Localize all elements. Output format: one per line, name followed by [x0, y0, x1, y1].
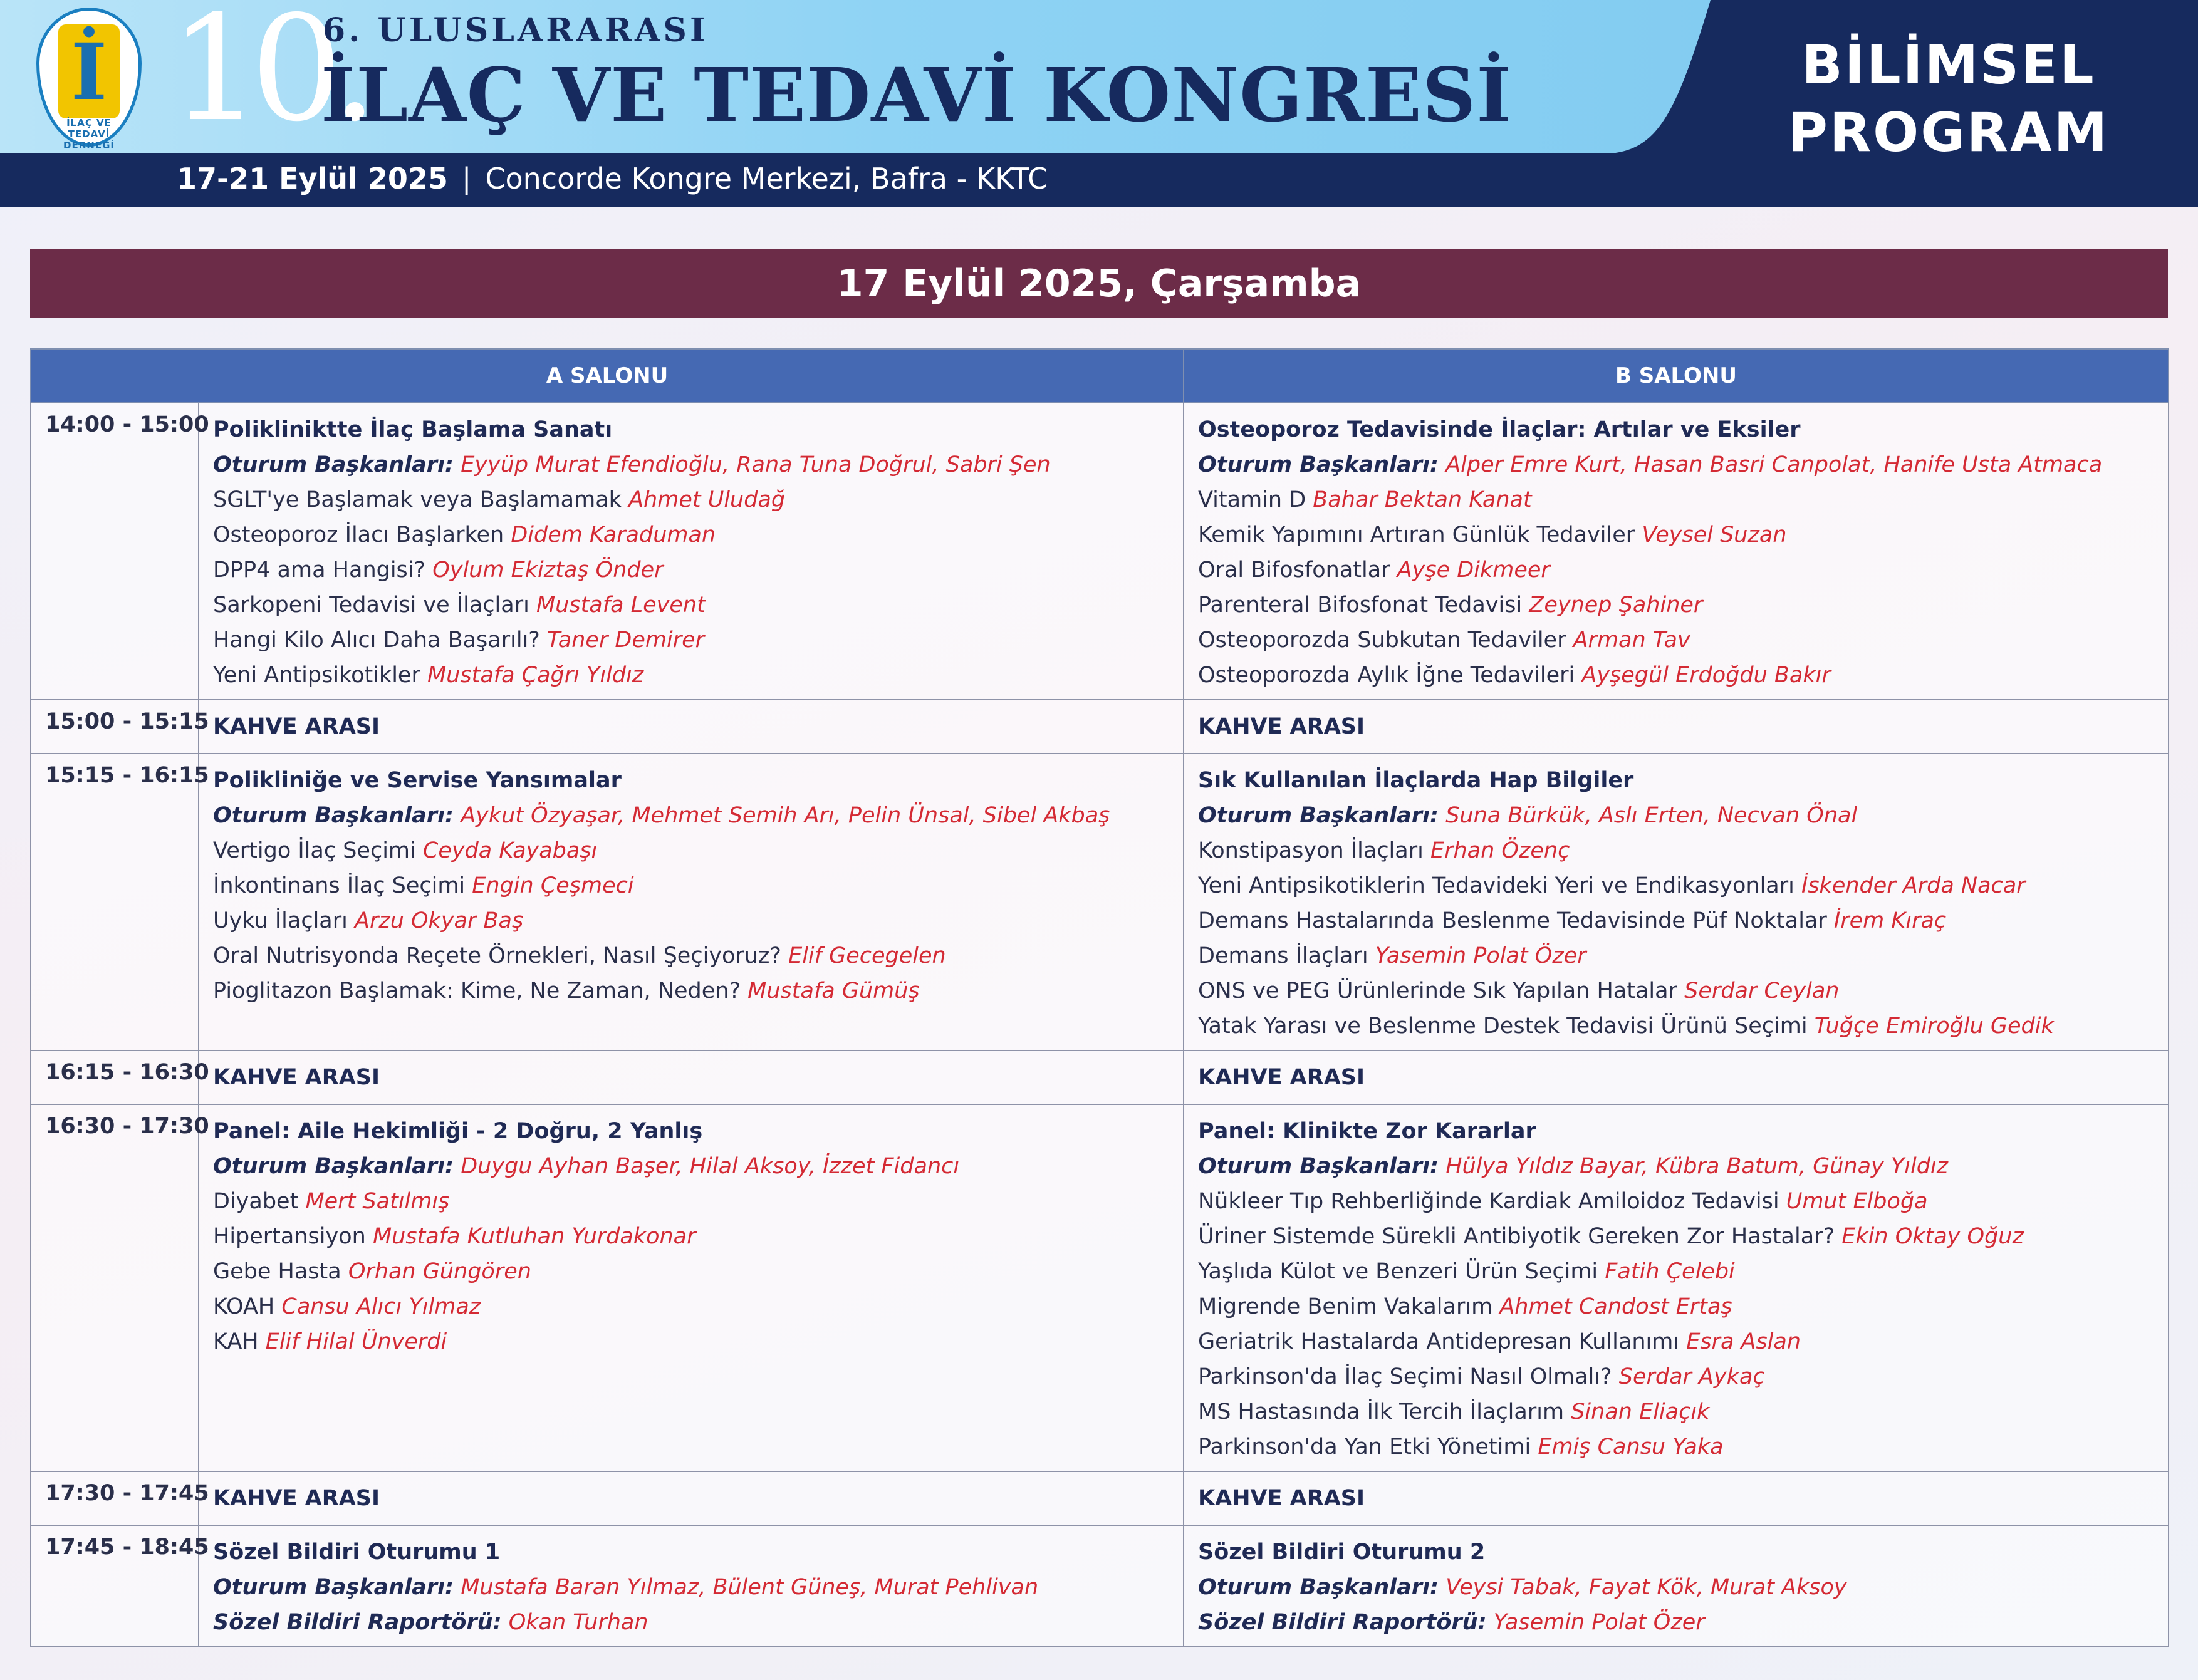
- time-slot: 17:45 - 18:45: [31, 1525, 199, 1647]
- reporter-label: Sözel Bildiri Raportörü:: [213, 1610, 502, 1635]
- talk-title: SGLT'ye Başlamak veya Başlamamak: [213, 487, 622, 512]
- talk-item: [213, 868, 1169, 903]
- talk-item: [213, 1184, 1169, 1219]
- session-chairs-line: [213, 1149, 1169, 1184]
- talk-title: Vitamin D: [1198, 487, 1306, 512]
- chairs-label: Oturum Başkanları:: [213, 803, 454, 828]
- chairs-names: Duygu Ayhan Başer, Hilal Aksoy, İzzet Fidancı: [461, 1154, 960, 1179]
- talk-title: Hangi Kilo Alıcı Daha Başarılı?: [213, 628, 540, 653]
- talk-item: [213, 973, 1169, 1009]
- association-logo: [36, 8, 142, 151]
- talk-item: [1198, 1219, 2154, 1254]
- logo-ring-text: İLAÇ VE TEDAVİ DERNEĞİ: [63, 117, 115, 151]
- talk-item: [1198, 1394, 2154, 1429]
- talk-item: [1198, 833, 2154, 868]
- reporter-name: Yasemin Polat Özer: [1493, 1610, 1705, 1635]
- talk-speaker: Emiş Cansu Yaka: [1538, 1434, 1724, 1460]
- program-table: [30, 348, 2169, 1647]
- talk-title: Üriner Sistemde Sürekli Antibiyotik Gereken Zor Hastalar?: [1198, 1224, 1835, 1249]
- session-title: Polikliniktte İlaç Başlama Sanatı: [213, 417, 613, 442]
- session-cell-a: [199, 1525, 1184, 1647]
- chairs-names: Eyyüp Murat Efendioğlu, Rana Tuna Doğrul, Sabri Şen: [461, 452, 1051, 477]
- talk-title: KAH: [213, 1329, 259, 1354]
- talk-title: Konstipasyon İlaçları: [1198, 838, 1424, 863]
- session-chairs-line: [1198, 1149, 2154, 1184]
- talk-speaker: Erhan Özenç: [1430, 838, 1570, 863]
- talk-item: [1198, 1359, 2154, 1394]
- chairs-names: Mustafa Baran Yılmaz, Bülent Güneş, Murat Pehlivan: [461, 1575, 1039, 1600]
- talk-speaker: İskender Arda Nacar: [1801, 873, 2026, 898]
- chairs-names: Aykut Özyaşar, Mehmet Semih Arı, Pelin Ünsal, Sibel Akbaş: [461, 803, 1110, 828]
- congress-subtitle: 6. ULUSLARARASI: [323, 11, 709, 49]
- talk-item: [213, 833, 1169, 868]
- talk-speaker: Ayşegül Erdoğdu Bakır: [1581, 663, 1831, 688]
- session-row: [31, 1525, 2169, 1647]
- talk-item: [1198, 868, 2154, 903]
- coffee-break-label: KAHVE ARASI: [1198, 714, 1365, 739]
- session-chairs-line: [213, 447, 1169, 482]
- chairs-label: Oturum Başkanları:: [213, 1575, 454, 1600]
- session-cell-a: [199, 1104, 1184, 1471]
- session-chairs-line: [1198, 798, 2154, 833]
- talk-item: [1198, 517, 2154, 552]
- talk-speaker: Arman Tav: [1573, 628, 1690, 653]
- coffee-break-row: [31, 1471, 2169, 1525]
- session-title: Sözel Bildiri Oturumu 1: [213, 1540, 501, 1565]
- chairs-label: Oturum Başkanları:: [213, 452, 454, 477]
- session-cell-b: [1184, 754, 2169, 1050]
- talk-speaker: Tuğçe Emiroğlu Gedik: [1814, 1014, 2054, 1039]
- talk-title: Osteoporozda Subkutan Tedaviler: [1198, 628, 1566, 653]
- talk-title: Vertigo İlaç Seçimi: [213, 838, 416, 863]
- talk-title: Osteoporozda Aylık İğne Tedavileri: [1198, 663, 1575, 688]
- session-cell-a: [199, 754, 1184, 1050]
- talk-item: [213, 552, 1169, 588]
- talk-speaker: Yasemin Polat Özer: [1375, 943, 1586, 968]
- hall-b-header: B SALONU: [1184, 349, 2169, 403]
- chairs-names: Hülya Yıldız Bayar, Kübra Batum, Günay Yıldız: [1445, 1154, 1949, 1179]
- talk-item: [1198, 1429, 2154, 1465]
- talk-item: [1198, 552, 2154, 588]
- break-cell-a: [199, 1471, 1184, 1525]
- session-title: Panel: Klinikte Zor Kararlar: [1198, 1119, 1536, 1144]
- hall-header-row: [31, 349, 2169, 403]
- talk-speaker: Mustafa Gümüş: [747, 978, 920, 1003]
- day-heading: 17 Eylül 2025, Çarşamba: [30, 249, 2168, 318]
- time-slot: 14:00 - 15:00: [31, 403, 199, 700]
- time-slot: 15:15 - 16:15: [31, 754, 199, 1050]
- chairs-names: Veysi Tabak, Fayat Kök, Murat Aksoy: [1445, 1575, 1847, 1600]
- talk-title: Yeni Antipsikotiklerin Tedavideki Yeri ve Endikasyonları: [1198, 873, 1794, 898]
- talk-item: [1198, 903, 2154, 938]
- break-cell-b: [1184, 700, 2169, 754]
- talk-title: ONS ve PEG Ürünlerinde Sık Yapılan Hatalar: [1198, 978, 1677, 1003]
- talk-speaker: İrem Kıraç: [1833, 908, 1947, 933]
- talk-item: [213, 623, 1169, 658]
- talk-item: [213, 658, 1169, 693]
- talk-item: [1198, 588, 2154, 623]
- logo-letter: İ: [70, 27, 107, 118]
- coffee-break-label: KAHVE ARASI: [213, 1065, 380, 1090]
- coffee-break-label: KAHVE ARASI: [1198, 1065, 1365, 1090]
- talk-speaker: Elif Hilal Ünverdi: [265, 1329, 447, 1354]
- talk-title: Hipertansiyon: [213, 1224, 366, 1249]
- talk-title: Demans İlaçları: [1198, 943, 1368, 968]
- hall-a-header: A SALONU: [31, 349, 1184, 403]
- talk-title: DPP4 ama Hangisi?: [213, 557, 426, 583]
- chairs-label: Oturum Başkanları:: [1198, 1575, 1439, 1600]
- coffee-break-label: KAHVE ARASI: [213, 1486, 380, 1511]
- talk-speaker: Sinan Eliaçık: [1571, 1399, 1710, 1424]
- session-row: [31, 1104, 2169, 1471]
- talk-item: [1198, 1184, 2154, 1219]
- talk-title: Pioglitazon Başlamak: Kime, Ne Zaman, Neden?: [213, 978, 741, 1003]
- talk-item: [213, 903, 1169, 938]
- talk-speaker: Elif Gecegelen: [788, 943, 946, 968]
- chairs-label: Oturum Başkanları:: [1198, 803, 1439, 828]
- congress-venue: Concorde Kongre Merkezi, Bafra - KKTC: [485, 162, 1048, 195]
- talk-speaker: Ceyda Kayabaşı: [422, 838, 598, 863]
- session-cell-a: [199, 403, 1184, 700]
- talk-title: Parkinson'da Yan Etki Yönetimi: [1198, 1434, 1531, 1460]
- talk-speaker: Serdar Ceylan: [1684, 978, 1840, 1003]
- talk-item: [1198, 658, 2154, 693]
- chairs-names: Suna Bürkük, Aslı Erten, Necvan Önal: [1445, 803, 1858, 828]
- talk-speaker: Ahmet Candost Ertaş: [1499, 1294, 1732, 1319]
- session-title: Sözel Bildiri Oturumu 2: [1198, 1540, 1486, 1565]
- talk-speaker: Engin Çeşmeci: [472, 873, 634, 898]
- congress-title: İLAÇ VE TEDAVİ KONGRESİ: [321, 51, 1512, 138]
- coffee-break-label: KAHVE ARASI: [1198, 1486, 1365, 1511]
- program-title-line1: BİLİMSEL: [1801, 34, 2096, 96]
- talk-title: Sarkopeni Tedavisi ve İlaçları: [213, 593, 529, 618]
- talk-speaker: Umut Elboğa: [1786, 1189, 1928, 1214]
- session-cell-b: [1184, 403, 2169, 700]
- time-slot: 16:15 - 16:30: [31, 1050, 199, 1104]
- talk-title: Migrende Benim Vakalarım: [1198, 1294, 1493, 1319]
- coffee-break-label: KAHVE ARASI: [213, 714, 380, 739]
- talk-speaker: Ekin Oktay Oğuz: [1841, 1224, 2024, 1249]
- chairs-names: Alper Emre Kurt, Hasan Basri Canpolat, Hanife Usta Atmaca: [1445, 452, 2103, 477]
- coffee-break-row: [31, 700, 2169, 754]
- session-title: Polikliniğe ve Servise Yansımalar: [213, 768, 622, 793]
- time-slot: 15:00 - 15:15: [31, 700, 199, 754]
- talk-title: Parenteral Bifosfonat Tedavisi: [1198, 593, 1523, 618]
- time-slot: 17:30 - 17:45: [31, 1471, 199, 1525]
- congress-header: [0, 0, 2198, 207]
- session-chairs-line: [1198, 447, 2154, 482]
- talk-speaker: Esra Aslan: [1686, 1329, 1801, 1354]
- program-title: [1754, 31, 2143, 167]
- session-row: [31, 754, 2169, 1050]
- talk-speaker: Cansu Alıcı Yılmaz: [281, 1294, 481, 1319]
- session-title: Sık Kullanılan İlaçlarda Hap Bilgiler: [1198, 768, 1634, 793]
- talk-speaker: Mustafa Levent: [536, 593, 706, 618]
- program-title-line2: PROGRAM: [1788, 101, 2110, 164]
- session-chairs-line: [213, 1570, 1169, 1605]
- talk-speaker: Mustafa Kutluhan Yurdakonar: [372, 1224, 696, 1249]
- talk-speaker: Veysel Suzan: [1642, 522, 1787, 547]
- congress-dates: 17-21 Eylül 2025: [177, 162, 448, 195]
- talk-item: [1198, 1324, 2154, 1359]
- talk-speaker: Mustafa Çağrı Yıldız: [427, 663, 644, 688]
- talk-speaker: Zeynep Şahiner: [1529, 593, 1703, 618]
- talk-item: [213, 938, 1169, 973]
- talk-speaker: Bahar Bektan Kanat: [1313, 487, 1532, 512]
- edition-number: 10.: [169, 0, 367, 153]
- talk-title: Yatak Yarası ve Beslenme Destek Tedavisi Ürünü Seçimi: [1198, 1014, 1808, 1039]
- talk-item: [1198, 1009, 2154, 1044]
- talk-item: [213, 1289, 1169, 1324]
- talk-speaker: Didem Karaduman: [511, 522, 716, 547]
- talk-item: [1198, 938, 2154, 973]
- talk-item: [213, 1219, 1169, 1254]
- talk-speaker: Fatih Çelebi: [1605, 1259, 1735, 1284]
- chairs-label: Oturum Başkanları:: [1198, 452, 1439, 477]
- session-title: Osteoporoz Tedavisinde İlaçlar: Artılar ve Eksiler: [1198, 417, 1801, 442]
- date-venue-separator: |: [461, 162, 472, 195]
- talk-speaker: Serdar Aykaç: [1618, 1364, 1765, 1389]
- talk-item: [213, 1324, 1169, 1359]
- session-cell-b: [1184, 1104, 2169, 1471]
- talk-title: İnkontinans İlaç Seçimi: [213, 873, 466, 898]
- talk-title: Oral Nutrisyonda Reçete Örnekleri, Nasıl Şeçiyoruz?: [213, 943, 781, 968]
- break-cell-b: [1184, 1050, 2169, 1104]
- talk-title: MS Hastasında İlk Tercih İlaçlarım: [1198, 1399, 1565, 1424]
- talk-title: Parkinson'da İlaç Seçimi Nasıl Olmalı?: [1198, 1364, 1612, 1389]
- talk-title: Kemik Yapımını Artıran Günlük Tedaviler: [1198, 522, 1635, 547]
- session-row: [31, 403, 2169, 700]
- logo-emblem: [58, 24, 120, 118]
- talk-title: Oral Bifosfonatlar: [1198, 557, 1390, 583]
- talk-speaker: Arzu Okyar Baş: [355, 908, 524, 933]
- talk-title: Yaşlıda Külot ve Benzeri Ürün Seçimi: [1198, 1259, 1598, 1284]
- talk-speaker: Orhan Güngören: [348, 1259, 531, 1284]
- talk-title: KOAH: [213, 1294, 275, 1319]
- talk-title: Yeni Antipsikotikler: [213, 663, 420, 688]
- talk-speaker: Ahmet Uludağ: [628, 487, 786, 512]
- coffee-break-row: [31, 1050, 2169, 1104]
- talk-item: [1198, 1289, 2154, 1324]
- break-cell-a: [199, 700, 1184, 754]
- break-cell-a: [199, 1050, 1184, 1104]
- reporter-name: Okan Turhan: [508, 1610, 648, 1635]
- talk-title: Demans Hastalarında Beslenme Tedavisinde Püf Noktalar: [1198, 908, 1827, 933]
- break-cell-b: [1184, 1471, 2169, 1525]
- talk-title: Geriatrik Hastalarda Antidepresan Kullanımı: [1198, 1329, 1680, 1354]
- chairs-label: Oturum Başkanları:: [1198, 1154, 1439, 1179]
- chairs-label: Oturum Başkanları:: [213, 1154, 454, 1179]
- talk-item: [213, 482, 1169, 517]
- talk-speaker: Taner Demirer: [547, 628, 705, 653]
- talk-item: [1198, 482, 2154, 517]
- talk-title: Gebe Hasta: [213, 1259, 341, 1284]
- talk-title: Osteoporoz İlacı Başlarken: [213, 522, 504, 547]
- session-chairs-line: [1198, 1570, 2154, 1605]
- session-title: Panel: Aile Hekimliği - 2 Doğru, 2 Yanlış: [213, 1119, 703, 1144]
- talk-speaker: Mert Satılmış: [305, 1189, 450, 1214]
- session-chairs-line: [213, 798, 1169, 833]
- talk-item: [1198, 623, 2154, 658]
- talk-item: [213, 588, 1169, 623]
- talk-item: [213, 517, 1169, 552]
- talk-item: [213, 1254, 1169, 1289]
- talk-speaker: Oylum Ekiztaş Önder: [432, 557, 664, 583]
- talk-title: Diyabet: [213, 1189, 299, 1214]
- talk-title: Uyku İlaçları: [213, 908, 348, 933]
- time-slot: 16:30 - 17:30: [31, 1104, 199, 1471]
- talk-title: Nükleer Tıp Rehberliğinde Kardiak Amiloidoz Tedavisi: [1198, 1189, 1779, 1214]
- talk-speaker: Ayşe Dikmeer: [1397, 557, 1550, 583]
- talk-item: [1198, 1254, 2154, 1289]
- reporter-label: Sözel Bildiri Raportörü:: [1198, 1610, 1487, 1635]
- session-reporter-line: [213, 1605, 1169, 1640]
- date-venue-line: [177, 162, 1048, 195]
- program-body: [31, 403, 2169, 1647]
- session-cell-b: [1184, 1525, 2169, 1647]
- session-reporter-line: [1198, 1605, 2154, 1640]
- talk-item: [1198, 973, 2154, 1009]
